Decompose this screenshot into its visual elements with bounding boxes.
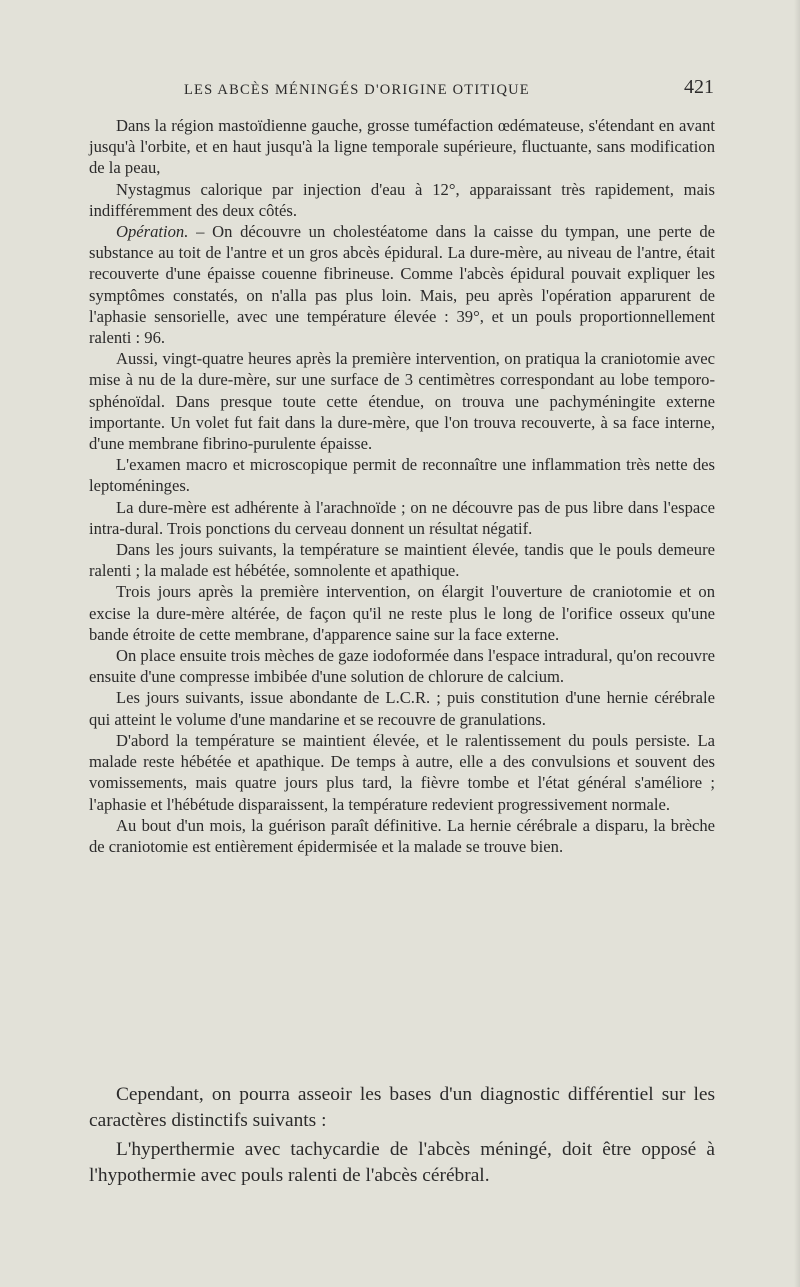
paragraph: La dure-mère est adhérente à l'arachnoïde ; on ne découvre pas de pus libre dans l'espace intra-dural. Trois ponctions du cerveau donnent un résultat négatif. [89,497,715,538]
scan-edge-shadow [794,0,800,1287]
paragraph: Dans les jours suivants, la température se maintient élevée, tandis que le pouls demeure ralenti ; la malade est hébétée, somnolente et apathique. [89,540,715,581]
diagnostic-conclusion [89,1082,715,1192]
case-report-text [89,115,715,857]
paragraph: Trois jours après la première intervention, on élargit l'ouverture de craniotomie et on excise la dure-mère altérée, de façon qu'il ne reste plus le long de l'orifice osseux qu'une bande étroite de cette membrane, d'apparence saine sur la face externe. [89,582,715,644]
paragraph: Les jours suivants, issue abondante de L.C.R. ; puis constitution d'une hernie cérébrale qui atteint le volume d'une mandarine et se recouvre de granulations. [89,688,715,729]
running-title: LES ABCÈS MÉNINGÉS D'ORIGINE OTITIQUE [184,82,530,98]
conclusion-paragraph: Cependant, on pourra asseoir les bases d'un diagnostic différentiel sur les caractères distinctifs suivants : [89,1084,715,1131]
page-header [90,74,714,102]
paragraph-text: – On découvre un cholestéatome dans la caisse du tympan, une perte de substance au toit de l'antre et un gros abcès épidural. La dure-mère, au niveau de l'antre, était recouverte d'une épaisse couenne fibrineuse. Comme l'abcès épidural pouvait expliquer les symptômes constatés, on n'alla pas plus loin. Mais, peu après l'opération apparurent de l'aphasie sensorielle, avec une température élevée : 39°, et un pouls proportionnellement ralenti : 96. [89,222,715,348]
page-number: 421 [684,76,714,98]
paragraph: Dans la région mastoïdienne gauche, grosse tuméfaction œdémateuse, s'étendant en avant jusqu'à l'orbite, et en haut jusqu'à la ligne temporale supérieure, fluctuante, sans modification de la peau, [89,116,715,178]
paragraph: D'abord la température se maintient élevée, et le ralentissement du pouls persiste. La malade reste hébétée et apathique. De temps à autre, elle a des convulsions et souvent des vomissements, mais quatre jours plus tard, la fièvre tombe et l'état général s'améliore ; l'aphasie et l'hébétude disparaissent, la température redevient progressivement normale. [89,730,715,814]
paragraph: Au bout d'un mois, la guérison paraît définitive. La hernie cérébrale a disparu, la brèche de craniotomie est entièrement épidermisée et la malade se trouve bien. [89,815,715,856]
conclusion-paragraph: L'hyperthermie avec tachycardie de l'abcès méningé, doit être opposé à l'hypothermie avec pouls ralenti de l'abcès cérébral. [89,1139,715,1186]
paragraph: Nystagmus calorique par injection d'eau à 12°, apparaissant très rapidement, mais indifféremment des deux côtés. [89,179,715,220]
operation-heading: Opération. [116,222,189,242]
paragraph [89,221,715,348]
paragraph: L'examen macro et microscopique permit de reconnaître une inflammation très nette des leptoméninges. [89,455,715,496]
paragraph: Aussi, vingt-quatre heures après la première intervention, on pratiqua la craniotomie avec mise à nu de la dure-mère, sur une surface de 3 centimètres correspondant au lobe temporo-sphénoïdal. Dans presque toute cette étendue, on trouva une pachyméningite externe importante. Un volet fut fait dans la dure-mère, que l'on trouva recouverte, à sa face interne, d'une membrane fibrino-purulente épaisse. [89,349,715,454]
paragraph: On place ensuite trois mèches de gaze iodoformée dans l'espace intradural, qu'on recouvre ensuite d'une compresse imbibée d'une solution de chlorure de calcium. [89,646,715,687]
